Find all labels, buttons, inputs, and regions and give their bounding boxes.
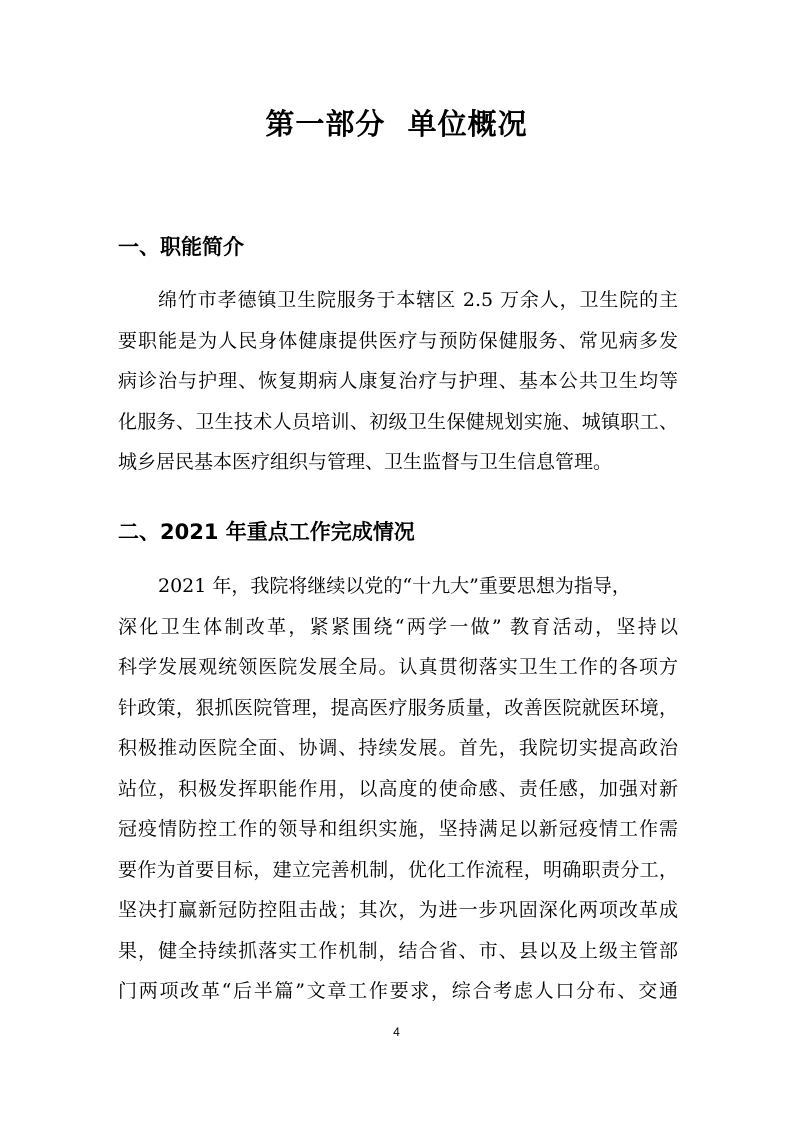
functions-paragraph [118,280,678,483]
paragraph-line: 坚决打赢新冠防控阻击战；其次，为进一步巩固深化两项改革成 [118,899,678,921]
paragraph-line: 2021 年，我院将继续以党的“十九大”重要思想为指导， [158,575,631,597]
paragraph-line: 化服务、卫生技术人员培训、初级卫生保健规划实施、城镇职工、 [118,410,678,433]
section-heading-key-work-2021: 二、2021 年重点工作完成情况 [118,520,415,544]
paragraph-line: 门两项改革“后半篇”文章工作要求，综合考虑人口分布、交通 [118,980,678,1002]
paragraph-line: 要作为首要目标，建立完善机制，优化工作流程，明确职责分工， [118,858,678,881]
paragraph-line: 果，健全持续抓落实工作机制，结合省、市、县以及上级主管部 [118,939,678,962]
paragraph-line: 站位，积极发挥职能作用，以高度的使命感、责任感，加强对新 [118,777,678,800]
key-work-paragraph [118,566,678,1012]
paragraph-line: 冠疫情防控工作的领导和组织实施，坚持满足以新冠疫情工作需 [118,818,678,840]
paragraph-line: 要职能是为人民身体健康提供医疗与预防保健服务、常见病多发 [118,329,678,352]
paragraph-line: 科学发展观统领医院发展全局。认真贯彻落实卫生工作的各项方 [118,656,678,678]
paragraph-line: 深化卫生体制改革，紧紧围绕“两学一做” 教育活动，坚持以 [118,615,678,638]
paragraph-line: 绵竹市孝德镇卫生院服务于本辖区 2.5 万余人，卫生院的主 [158,289,678,311]
page-title: 第一部分 单位概况 [265,107,528,141]
section-heading-functions: 一、职能简介 [118,235,244,259]
paragraph-line: 城乡居民基本医疗组织与管理、卫生监督与卫生信息管理。 [118,451,613,473]
paragraph-line: 积极推动医院全面、协调、持续发展。首先，我院切实提高政治 [118,737,678,759]
paragraph-line: 病诊治与护理、恢复期病人康复治疗与护理、基本公共卫生均等 [118,370,678,392]
page-number: 4 [393,1025,400,1039]
paragraph-line: 针政策，狠抓医院管理，提高医疗服务质量，改善医院就医环境， [118,696,678,719]
